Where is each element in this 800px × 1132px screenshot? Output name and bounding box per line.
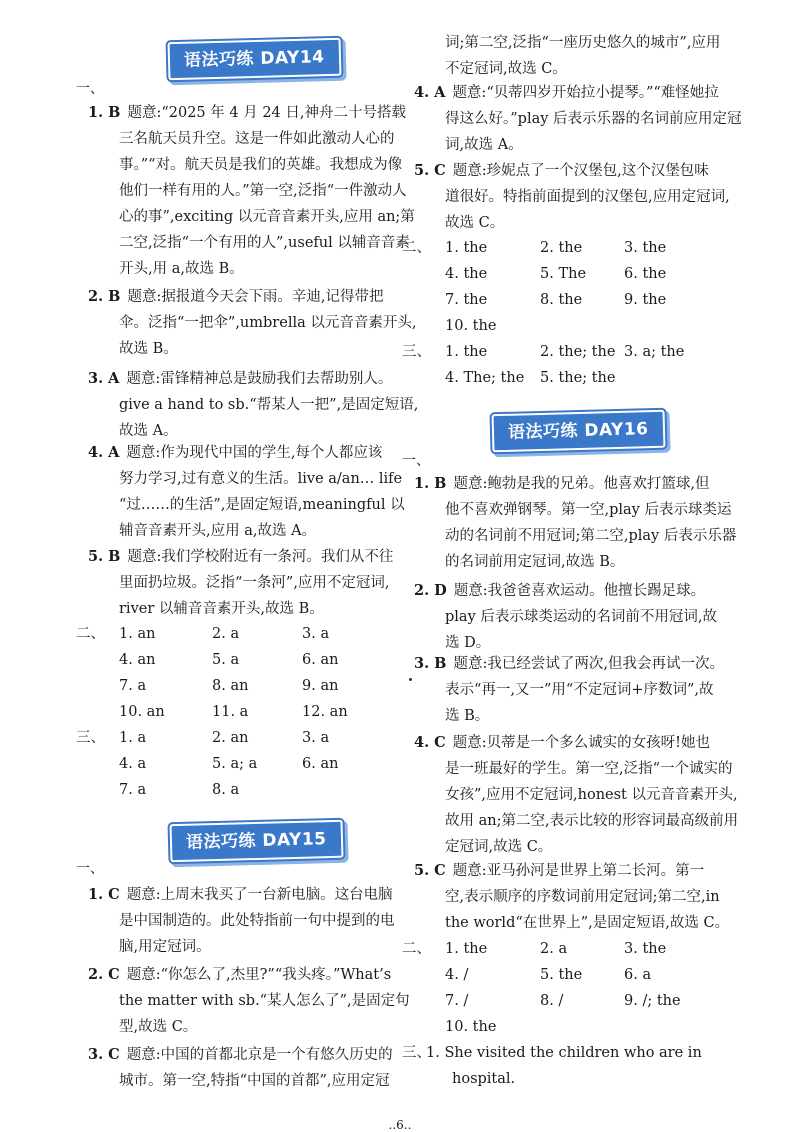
day15-q5-line xyxy=(414,158,709,184)
day16-q5-label: 5. C xyxy=(414,862,446,879)
day14-section2-row xyxy=(88,673,394,699)
day14-q1-line xyxy=(119,256,244,282)
day16-q5-text: 空,表示顺序的序数词前用定冠词;第二空,in xyxy=(445,889,720,905)
day16-section2-row xyxy=(414,988,720,1014)
day16-q1-text: 题意:鲍勃是我的兄弟。他喜欢打篮球,但 xyxy=(453,476,710,492)
day16-section2-row xyxy=(414,1014,720,1040)
day15-q3-line xyxy=(119,1068,390,1094)
day16-q2-label: 2. D xyxy=(414,582,447,599)
day15-q2-line xyxy=(119,1014,197,1040)
day16-section2-answer: 2. a xyxy=(540,941,568,957)
day14-q3-label: 3. A xyxy=(88,370,120,387)
day15-q4-line xyxy=(445,132,523,158)
day16-q3-line xyxy=(445,703,489,729)
day14-q1-line xyxy=(119,230,410,256)
day15-section3-answer: 4. The; the xyxy=(445,370,525,386)
day16-section2-answer: 3. the xyxy=(624,941,667,957)
day14-section3-answer: 5. a; a xyxy=(212,756,258,772)
day15-section2-answer: 9. the xyxy=(624,292,667,308)
day16-q2-text: 题意:我爸爸喜欢运动。他擅长踢足球。 xyxy=(453,583,706,599)
day16-section3-label: 三、 xyxy=(402,1045,431,1061)
day16-q1-text: 他不喜欢弹钢琴。第一空,play 后表示球类运 xyxy=(445,502,732,518)
day15-section2-answer: 6. the xyxy=(624,266,667,282)
day15-section2-row xyxy=(414,261,720,287)
day14-section2-answer: 2. a xyxy=(212,626,240,642)
day15-q4-label: 4. A xyxy=(414,84,446,101)
day16-q1-line xyxy=(445,497,731,523)
day15-q1-text: 题意:上周末我买了一台新电脑。这台电脑 xyxy=(126,887,393,903)
day16-q4-text: 是一班最好的学生。第一空,泛指“一个诚实的 xyxy=(445,761,733,777)
day16-q4-text: 故用 an;第二空,表示比较的形容词最高级前用 xyxy=(445,813,739,829)
day14-q5-line xyxy=(88,544,393,570)
day16-q2-text: play 后表示球类运动的名词前不用冠词,故 xyxy=(445,609,717,625)
day16-section2-answer: 7. / xyxy=(445,993,469,1009)
day15-section2-answer: 2. the xyxy=(540,240,583,256)
day16-q3-line xyxy=(414,651,724,677)
day15-section2-answer: 1. the xyxy=(445,240,488,256)
day14-q1-text: 三名航天员升空。这是一件如此激动人心的 xyxy=(119,131,395,147)
day15-q2-text: 题意:“你怎么了,杰里?”“我头疼。”What’s xyxy=(126,967,392,983)
day16-section2-answer: 4. / xyxy=(445,967,469,983)
day14-q3-text: 题意:雷锋精神总是鼓励我们去帮助别人。 xyxy=(126,371,393,387)
day16-q4-label: 4. C xyxy=(414,734,446,751)
day16-q5-line xyxy=(414,858,704,884)
day15-section3-row xyxy=(402,339,720,365)
day15-q3-continuation: 词;第二空,泛指“一座历史悠久的城市”,应用 xyxy=(445,35,721,51)
day15-title-badge: 语法巧练 DAY15 xyxy=(170,820,343,863)
day14-q4-line xyxy=(119,466,402,492)
day14-section2-answer: 12. an xyxy=(302,704,348,720)
day14-q1-text: 他们一样有用的人。”第一空,泛指“一件激动人 xyxy=(119,183,407,199)
day14-q1-line xyxy=(119,126,395,152)
day15-section2-answer: 8. the xyxy=(540,292,583,308)
day14-section2-answer: 11. a xyxy=(212,704,249,720)
day14-section3-answer: 6. an xyxy=(302,756,339,772)
day14-section3-row xyxy=(88,751,394,777)
day15-section3-answer: 1. the xyxy=(445,344,488,360)
day16-section2-answer: 5. the xyxy=(540,967,583,983)
day16-section2-answer: 6. a xyxy=(624,967,652,983)
day14-section2-row xyxy=(88,699,394,725)
day16-q3-text: 选 B。 xyxy=(445,708,490,724)
day14-q4-text: 努力学习,过有意义的生活。live a/an… life xyxy=(119,471,403,487)
day14-section2-answer: 9. an xyxy=(302,678,339,694)
day15-q4-line xyxy=(445,106,742,132)
day14-section2-answer: 7. a xyxy=(119,678,147,694)
day14-q1-text: 开头,用 a,故选 B。 xyxy=(119,261,244,277)
day16-q4-text: 女孩”,应用不定冠词,honest 以元音音素开头, xyxy=(445,787,738,803)
day15-section2-answer: 3. the xyxy=(624,240,667,256)
day14-q3-text: give a hand to sb.“帮某人一把”,是固定短语, xyxy=(119,397,419,413)
day15-q5-line xyxy=(445,210,504,236)
day16-q4-text: 定冠词,故选 C。 xyxy=(445,839,553,855)
day16-section1-label: 一、 xyxy=(402,453,430,469)
day14-section3-answer: 3. a xyxy=(302,730,330,746)
day15-q3-line xyxy=(88,1042,393,1068)
day16-section3-text: 1. She visited the children who are in xyxy=(426,1045,702,1061)
day16-q1-label: 1. B xyxy=(414,475,447,492)
day15-q4-text: 题意:“贝蒂四岁开始拉小提琴。”“难怪她拉 xyxy=(452,85,719,101)
day15-q2-line xyxy=(88,962,391,988)
day14-q5-text: 题意:我们学校附近有一条河。我们从不往 xyxy=(127,549,394,565)
day16-q5-line xyxy=(445,884,720,910)
day14-q4-line xyxy=(119,492,405,518)
day15-q2-line xyxy=(119,988,410,1014)
day14-section2-answer: 8. an xyxy=(212,678,249,694)
day14-q5-text: river 以辅音音素开头,故选 B。 xyxy=(119,601,324,617)
day14-section2-answer: 5. a xyxy=(212,652,240,668)
day15-q3-text: 题意:中国的首都北京是一个有悠久历史的 xyxy=(126,1047,393,1063)
day15-q3-label: 3. C xyxy=(88,1046,120,1063)
day14-q5-text: 里面扔垃圾。泛指“一条河”,应用不定冠词, xyxy=(119,575,390,591)
day14-q1-line xyxy=(119,178,407,204)
day15-section2-answer: 4. the xyxy=(445,266,488,282)
day14-section2-row xyxy=(88,647,394,673)
day14-q4-line xyxy=(119,518,316,544)
day14-section3-row xyxy=(76,725,394,751)
day16-section2-row xyxy=(414,962,720,988)
day16-section2-answer: 9. /; the xyxy=(624,993,681,1009)
day15-section2-row xyxy=(414,313,720,339)
day16-q5-line xyxy=(445,910,729,936)
day16-q2-line xyxy=(414,578,705,604)
day14-q3-text: 故选 A。 xyxy=(119,423,178,439)
day14-section3-answer: 1. a xyxy=(119,730,147,746)
day16-section2-answer: 10. the xyxy=(445,1019,497,1035)
day14-section2-label: 二、 xyxy=(76,626,105,642)
day15-q3-continuation: 不定冠词,故选 C。 xyxy=(445,61,567,77)
day14-section2-answer: 3. a xyxy=(302,626,330,642)
day15-q4-line xyxy=(414,80,719,106)
day14-q3-line xyxy=(119,392,418,418)
day15-q1-line xyxy=(119,908,395,934)
day15-q5-text: 道很好。特指前面提到的汉堡包,应用定冠词, xyxy=(445,189,730,205)
day15-section3-answer: 5. the; the xyxy=(540,370,616,386)
day16-q4-line xyxy=(445,834,552,860)
day15-q1-text: 脑,用定冠词。 xyxy=(119,939,211,955)
day14-section2-answer: 6. an xyxy=(302,652,339,668)
day14-q1-line xyxy=(88,100,406,126)
page-number: ..6.. xyxy=(388,1118,412,1132)
day15-section2-answer: 10. the xyxy=(445,318,497,334)
day16-q5-text: 题意:亚马孙河是世界上第二长河。第一 xyxy=(452,863,705,879)
day14-q2-text: 题意:据报道今天会下雨。辛迪,记得带把 xyxy=(127,289,384,305)
day15-q2-text: the matter with sb.“某人怎么了”,是固定句 xyxy=(119,993,410,1009)
stray-dot xyxy=(409,678,412,681)
day14-section1-label: 一、 xyxy=(76,81,104,97)
day14-q1-text: 题意:“2025 年 4 月 24 日,神舟二十号搭载 xyxy=(127,105,406,121)
day14-section3-answer: 2. an xyxy=(212,730,249,746)
day14-section3-answer: 4. a xyxy=(119,756,147,772)
day14-q5-line xyxy=(119,570,390,596)
day14-q2-line xyxy=(119,310,416,336)
day15-section3-row xyxy=(414,365,720,391)
day15-q2-label: 2. C xyxy=(88,966,120,983)
day14-section3-label: 三、 xyxy=(76,730,105,746)
day15-q1-line xyxy=(88,882,393,908)
day14-q4-line xyxy=(88,440,382,466)
day16-q4-line xyxy=(445,756,733,782)
day14-q4-text: 辅音音素开头,应用 a,故选 A。 xyxy=(119,523,317,539)
day14-q5-label: 5. B xyxy=(88,548,121,565)
day14-q4-text: “过……的生活”,是固定短语,meaningful 以 xyxy=(119,497,405,513)
day15-q5-line xyxy=(445,184,730,210)
day16-title-badge: 语法巧练 DAY16 xyxy=(492,410,665,453)
day14-section3-row xyxy=(88,777,394,803)
day14-q1-label: 1. B xyxy=(88,104,121,121)
day15-section2-label: 二、 xyxy=(402,240,431,256)
day16-section2-row xyxy=(402,936,720,962)
day16-section3-line xyxy=(402,1040,702,1066)
day14-q2-text: 故选 B。 xyxy=(119,341,178,357)
day16-q3-label: 3. B xyxy=(414,655,447,672)
day14-section3-answer: 7. a xyxy=(119,782,147,798)
day15-q3-text: 城市。第一空,特指“中国的首都”,应用定冠 xyxy=(119,1073,390,1089)
day15-q1-line xyxy=(119,934,211,960)
day14-section2-answer: 1. an xyxy=(119,626,156,642)
day15-q2-text: 型,故选 C。 xyxy=(119,1019,198,1035)
day15-section2-answer: 7. the xyxy=(445,292,488,308)
day15-q5-label: 5. C xyxy=(414,162,446,179)
day15-section2-answer: 5. The xyxy=(540,266,587,282)
day15-q4-text: 得这么好。”play 后表示乐器的名词前应用定冠 xyxy=(445,111,742,127)
day16-q1-text: 的名词前用定冠词,故选 B。 xyxy=(445,554,625,570)
day14-q2-line xyxy=(119,336,178,362)
day15-section2-row xyxy=(402,235,720,261)
day16-q2-text: 选 D。 xyxy=(445,635,491,651)
day16-q4-line xyxy=(445,808,738,834)
day14-q1-text: 心的事”,exciting 以元音音素开头,应用 an;第 xyxy=(119,209,415,225)
day16-section2-answer: 1. the xyxy=(445,941,488,957)
day16-q1-text: 动的名词前不用冠词;第二空,play 后表示乐器 xyxy=(445,528,737,544)
day16-q1-line xyxy=(414,471,709,497)
day15-q4-text: 词,故选 A。 xyxy=(445,137,523,153)
day16-q3-text: 题意:我已经尝试了两次,但我会再试一次。 xyxy=(453,656,724,672)
day16-q4-line xyxy=(445,782,738,808)
day16-q4-line xyxy=(414,730,710,756)
day16-q2-line xyxy=(445,604,717,630)
day14-section3-answer: 8. a xyxy=(212,782,240,798)
day14-section2-answer: 4. an xyxy=(119,652,156,668)
day15-section3-answer: 2. the; the xyxy=(540,344,616,360)
day16-section2-answer: 8. / xyxy=(540,993,564,1009)
day15-q5-text: 故选 C。 xyxy=(445,215,505,231)
day16-q4-text: 题意:贝蒂是一个多么诚实的女孩呀!她也 xyxy=(452,735,710,751)
day14-q1-text: 事。”“对。航天员是我们的英雄。我想成为像 xyxy=(119,157,403,173)
day14-q4-label: 4. A xyxy=(88,444,120,461)
day14-section2-row xyxy=(76,621,394,647)
day14-q1-line xyxy=(119,152,402,178)
day14-q2-label: 2. B xyxy=(88,288,121,305)
day14-q2-text: 伞。泛指“一把伞”,umbrella 以元音音素开头, xyxy=(119,315,417,331)
day16-q1-line xyxy=(445,523,736,549)
day15-section2-row xyxy=(414,287,720,313)
day16-q1-line xyxy=(445,549,624,575)
day16-section3-line: hospital. xyxy=(452,1071,516,1087)
day15-section1-label: 一、 xyxy=(76,861,104,877)
day14-q1-line xyxy=(119,204,415,230)
day15-q5-text: 题意:珍妮点了一个汉堡包,这个汉堡包味 xyxy=(452,163,709,179)
day16-q3-text: 表示“再一,又一”用“不定冠词+序数词”,故 xyxy=(445,682,714,698)
day15-section3-label: 三、 xyxy=(402,344,431,360)
day14-q5-line xyxy=(119,596,324,622)
day14-title-badge: 语法巧练 DAY14 xyxy=(168,38,341,81)
day16-q5-text: the world“在世界上”,是固定短语,故选 C。 xyxy=(445,915,730,931)
day14-section2-answer: 10. an xyxy=(119,704,165,720)
day14-q1-text: 二空,泛指“一个有用的人”,useful 以辅音音素 xyxy=(119,235,410,251)
day15-q1-text: 是中国制造的。此处特指前一句中提到的电 xyxy=(119,913,395,929)
day14-q2-line xyxy=(88,284,383,310)
day15-q1-label: 1. C xyxy=(88,886,120,903)
day16-section2-label: 二、 xyxy=(402,941,431,957)
day14-q3-line xyxy=(88,366,392,392)
day16-q3-line xyxy=(445,677,714,703)
day14-q4-text: 题意:作为现代中国的学生,每个人都应该 xyxy=(126,445,383,461)
day15-section3-answer: 3. a; the xyxy=(624,344,685,360)
